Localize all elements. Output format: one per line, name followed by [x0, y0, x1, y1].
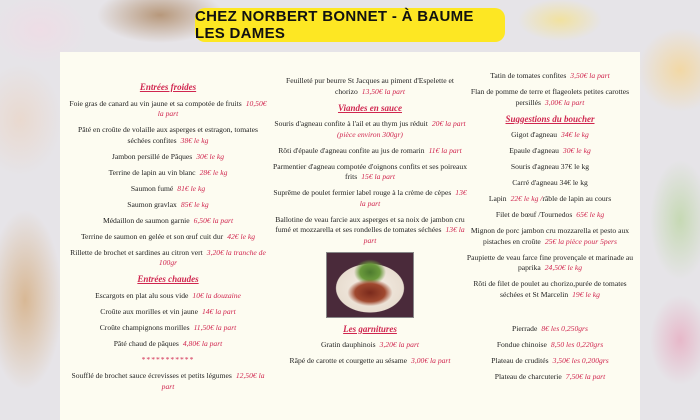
- item-name: Rillette de brochet et sardines au citron vert: [70, 247, 203, 257]
- menu-item: [462, 146, 638, 157]
- item-price: 8,50 les 0,220grs: [550, 339, 604, 349]
- menu-item: [68, 339, 268, 350]
- menu-item: [272, 188, 468, 209]
- item-price: 3,20€ la part: [379, 340, 420, 349]
- item-price: 34€ le kg: [561, 130, 589, 139]
- item-name: Fondue chinoise: [496, 339, 547, 349]
- menu-item: [462, 194, 638, 205]
- separator: ***********: [141, 354, 195, 364]
- menu-item: [68, 371, 268, 392]
- item-name: Croûte aux morilles et vin jaune: [100, 306, 198, 316]
- section-heading: Les garnitures: [343, 323, 397, 334]
- section-heading: Entrées chaudes: [137, 274, 199, 284]
- menu-item: [462, 324, 638, 335]
- menu-column-2: [272, 76, 468, 372]
- item-name: Filet de bœuf /Tournedos: [495, 210, 573, 219]
- menu-item: [68, 323, 268, 334]
- menu-item: [462, 372, 638, 383]
- item-price: 14€ la part: [201, 306, 236, 316]
- menu-item: [68, 200, 268, 211]
- menu-item: [68, 168, 268, 179]
- item-price: 24,50€ le kg: [544, 263, 583, 272]
- item-price: 20€ la part (pièce environ 300gr): [337, 119, 466, 139]
- item-price: 6,50€ la part: [193, 215, 234, 225]
- item-note: râble de lapin au cours: [542, 194, 612, 203]
- menu-item: [68, 307, 268, 318]
- item-name: Paupiette de veau farce fine provençale et marinade au paprika: [466, 252, 634, 272]
- item-price: 13€ la part: [363, 225, 465, 245]
- spacer: [462, 306, 638, 324]
- item-name: Feuilleté pur beurre St Jacques au piment d'Espelette et chorizo: [286, 76, 454, 96]
- item-name: Parmentier d'agneau compotée d'oignons confits et ses poireaux frits: [272, 161, 467, 181]
- item-name: Carré d'agneau 34€ le kg: [512, 178, 588, 187]
- item-name: Jambon persillé de Pâques: [111, 151, 193, 161]
- item-price: 8€ les 0,250grs: [541, 323, 588, 333]
- section-heading: Viandes en sauce: [337, 102, 402, 113]
- section-heading: Entrées froides: [139, 82, 197, 92]
- section-heading: Suggestions du boucher: [505, 113, 595, 124]
- item-name: Croûte champignons morilles: [99, 322, 190, 332]
- menu-column-1: [68, 78, 268, 398]
- item-name: Saumon gravlax: [127, 199, 177, 209]
- item-name: Rôti de filet de poulet au chorizo,purée de tomates séchées et St Marcelin: [473, 279, 627, 299]
- item-name: Plateau de charcuterie: [494, 371, 562, 381]
- menu-item: [68, 216, 268, 227]
- item-price: 3,00€ la part: [544, 97, 585, 107]
- item-price: 11,50€ la part: [193, 322, 237, 332]
- item-name: Plateau de crudités: [491, 355, 549, 365]
- item-price: 19€ le kg: [572, 289, 600, 299]
- item-price: 65€ le kg: [576, 210, 605, 219]
- menu-item: [462, 71, 638, 82]
- menu-item: [68, 291, 268, 302]
- menu-item: [272, 146, 468, 157]
- menu-item: [68, 99, 268, 120]
- menu-item: [462, 279, 638, 300]
- item-name: Saumon fumé: [130, 183, 174, 193]
- menu-item: [272, 340, 468, 351]
- item-price: 3,00€ la part: [411, 356, 451, 365]
- menu-item: [272, 356, 468, 367]
- item-price: 3,50€ la part: [570, 71, 610, 80]
- item-name: Foie gras de canard au vin jaune et sa compotée de fruits: [69, 98, 242, 108]
- menu-item: [462, 178, 638, 189]
- item-name: Ballotine de veau farcie aux asperges et sa noix de jambon cru fumé et mozzarella et ses rondelles de tomates séchées: [275, 214, 465, 234]
- item-name: Rôti d'épaule d'agneau confite au jus de romarin: [278, 145, 425, 155]
- item-name: Tatin de tomates confites: [490, 71, 567, 80]
- item-price: 85€ le kg: [180, 199, 209, 209]
- menu-item: [462, 226, 638, 247]
- item-price: 13€ la part: [359, 188, 467, 208]
- item-name: Suprême de poulet fermier label rouge à la crème de cèpes: [273, 188, 452, 197]
- menu-item: [462, 356, 638, 367]
- menu-item: [68, 152, 268, 163]
- item-price: 38€ le kg: [180, 135, 209, 145]
- menu-item: [68, 184, 268, 195]
- item-price: 30€ le kg: [562, 146, 591, 155]
- item-name: Râpé de carotte et courgette au sésame: [289, 356, 408, 365]
- item-name: Lapin: [488, 194, 507, 203]
- item-name: Souris d'agneau confite à l'ail et au thym jus réduit: [274, 119, 428, 128]
- item-name: Soufflé de brochet sauce écrevisses et petits légumes: [71, 371, 232, 380]
- restaurant-title-banner: CHEZ NORBERT BONNET - À BAUME LES DAMES: [195, 8, 505, 42]
- item-name: Mignon de porc jambon cru mozzarella et pesto aux pistaches en croûte: [470, 226, 630, 246]
- item-price: 4,80€ la part: [182, 338, 223, 348]
- menu-item: [272, 162, 468, 183]
- item-price: 3,50€ les 0,200grs: [552, 355, 609, 365]
- item-name: Gratin dauphinois: [320, 340, 376, 349]
- item-name: Pierrade: [512, 323, 538, 333]
- item-name: Pâté chaud de pâques: [113, 338, 179, 348]
- item-name: Pâté en croûte de volaille aux asperges et estragon, tomates séchées confites: [78, 125, 258, 145]
- menu-item: [272, 119, 468, 140]
- menu-item: [462, 87, 638, 108]
- dish-photo: [326, 252, 414, 318]
- item-name: Souris d'agneau 37€ le kg: [510, 162, 590, 171]
- item-price: 11€ la part: [428, 145, 462, 155]
- item-name: Terrine de saumon en gelée et son œuf cuit dur: [80, 231, 224, 241]
- item-price: 42€ le kg: [227, 231, 256, 241]
- menu-item: [272, 76, 468, 97]
- item-price: 7,50€ la part: [565, 371, 606, 381]
- item-price: 15€ la part: [361, 172, 395, 181]
- menu-item: [68, 125, 268, 146]
- menu-column-3: [462, 71, 638, 388]
- menu-item: [462, 162, 638, 173]
- item-price: 12,50€ la part: [161, 371, 265, 391]
- menu-item: [462, 253, 638, 274]
- item-price: 28€ le kg: [199, 167, 228, 177]
- item-price: 25€ la pièce pour 5pers: [544, 236, 617, 246]
- item-price: 22€ le kg /: [510, 194, 543, 203]
- menu-item: [68, 232, 268, 243]
- menu-item: [272, 215, 468, 247]
- item-name: Médaillon de saumon garnie: [102, 215, 190, 225]
- item-name: Flan de pomme de terre et flageolets petites carottes persillés: [470, 87, 630, 107]
- item-price: 10€ la douzaine: [192, 290, 241, 300]
- item-price: 10,50€ la part: [157, 98, 267, 118]
- menu-item: [462, 130, 638, 141]
- item-price: 30€ le kg: [196, 151, 225, 161]
- item-name: Terrine de lapin au vin blanc: [108, 167, 196, 177]
- menu-item: [462, 340, 638, 351]
- item-name: Epaule d'agneau: [509, 146, 559, 155]
- item-name: Escargots en plat alu sous vide: [95, 290, 189, 300]
- menu-item: [68, 248, 268, 269]
- item-price: 81€ le kg: [177, 183, 206, 193]
- item-price: 3,20€ la tranche de 100gr: [158, 247, 266, 267]
- item-name: Gigot d'agneau: [511, 130, 558, 139]
- menu-item: [462, 210, 638, 221]
- item-price: 13,50€ la part: [361, 86, 406, 96]
